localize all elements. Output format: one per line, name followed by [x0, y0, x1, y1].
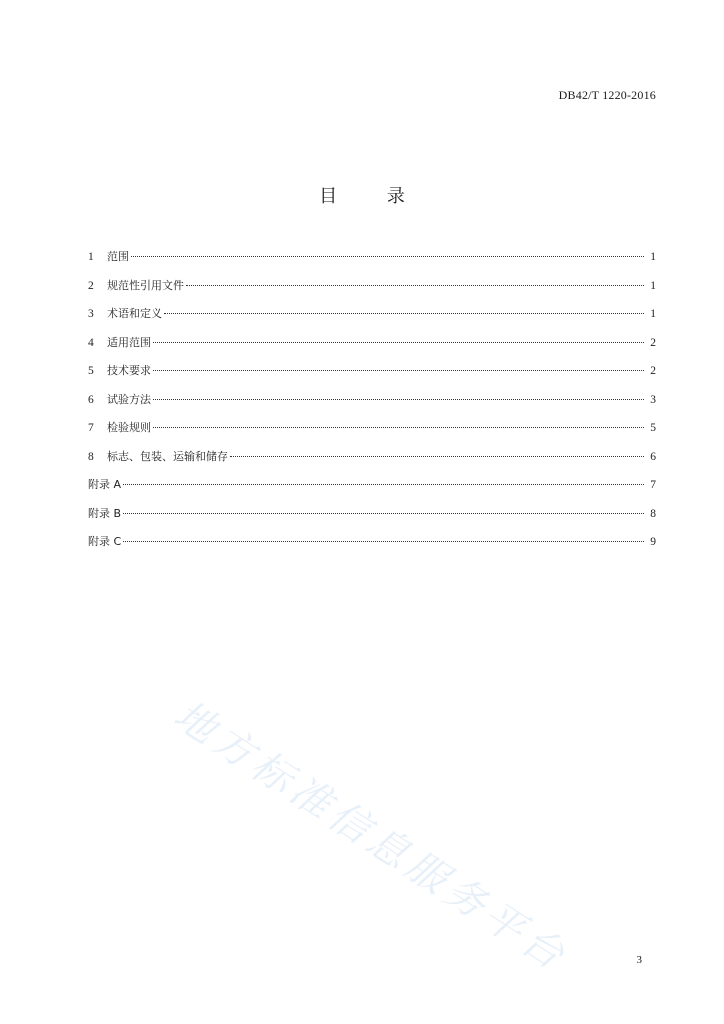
- toc-entry[interactable]: [88, 419, 656, 448]
- toc-entry-page: 1: [650, 279, 656, 292]
- toc-entry-label: 技术要求: [107, 364, 151, 377]
- toc-entry-label: 附录 A: [88, 478, 122, 491]
- toc-entry[interactable]: [88, 248, 656, 277]
- toc-entry-number: 6: [88, 393, 94, 406]
- toc-leader-dots: [164, 313, 644, 314]
- toc-entry[interactable]: [88, 391, 656, 420]
- toc-entry-label: 标志、包装、运输和储存: [107, 449, 228, 463]
- toc-entry-page: 3: [650, 393, 656, 406]
- toc-entry-label: 检验规则: [107, 421, 151, 434]
- toc-entry-number: 3: [88, 308, 94, 320]
- toc-entry-label: 术语和定义: [107, 307, 162, 320]
- toc-entry[interactable]: [88, 334, 656, 363]
- toc-entry-number: 2: [88, 279, 94, 292]
- toc-entry-number: 8: [88, 450, 94, 463]
- toc-entry-label: 范围: [107, 250, 129, 263]
- toc-entry-page: 7: [650, 479, 656, 491]
- toc-entry-number: 5: [88, 365, 94, 377]
- toc-leader-dots: [230, 456, 644, 457]
- document-code: DB42/T 1220-2016: [558, 88, 656, 102]
- toc-entry-page: 5: [650, 422, 656, 434]
- toc-appendix-entry[interactable]: [88, 476, 656, 505]
- toc-entry[interactable]: [88, 362, 656, 391]
- toc-leader-dots: [123, 541, 644, 542]
- toc-entry-page: 2: [650, 336, 656, 349]
- toc-entry-label: 适用范围: [107, 335, 151, 349]
- toc-entry-page: 6: [650, 450, 656, 463]
- toc-entry-label: 附录 B: [88, 506, 122, 520]
- page-number: 3: [636, 954, 642, 966]
- toc-appendix-entry[interactable]: [88, 533, 656, 562]
- toc-entry-page: 8: [650, 507, 656, 520]
- toc-entry-label: 规范性引用文件: [107, 278, 184, 292]
- toc-leader-dots: [153, 399, 644, 400]
- toc-entry-page: 2: [650, 365, 656, 377]
- toc-leader-dots: [123, 513, 644, 514]
- toc-entry-number: 7: [88, 422, 94, 434]
- toc-entry[interactable]: [88, 448, 656, 477]
- toc-appendix-entry[interactable]: [88, 505, 656, 534]
- watermark: 地方标准信息服务平台: [165, 692, 577, 982]
- toc-leader-dots: [153, 342, 644, 343]
- toc-leader-dots: [186, 285, 644, 286]
- toc-entry-number: 1: [88, 251, 94, 263]
- toc-entry-number: 4: [88, 336, 94, 349]
- toc-leader-dots: [131, 256, 644, 257]
- table-of-contents: [88, 248, 656, 562]
- toc-entry-label: 附录 C: [88, 535, 122, 548]
- toc-entry-page: 1: [650, 308, 656, 320]
- toc-entry-label: 试验方法: [107, 392, 151, 406]
- toc-entry[interactable]: [88, 305, 656, 334]
- toc-leader-dots: [153, 427, 644, 428]
- toc-entry[interactable]: [88, 277, 656, 306]
- toc-leader-dots: [123, 484, 644, 485]
- toc-entry-page: 9: [650, 536, 656, 548]
- toc-leader-dots: [153, 370, 644, 371]
- toc-entry-page: 1: [650, 251, 656, 263]
- toc-title: 目 录: [319, 186, 427, 207]
